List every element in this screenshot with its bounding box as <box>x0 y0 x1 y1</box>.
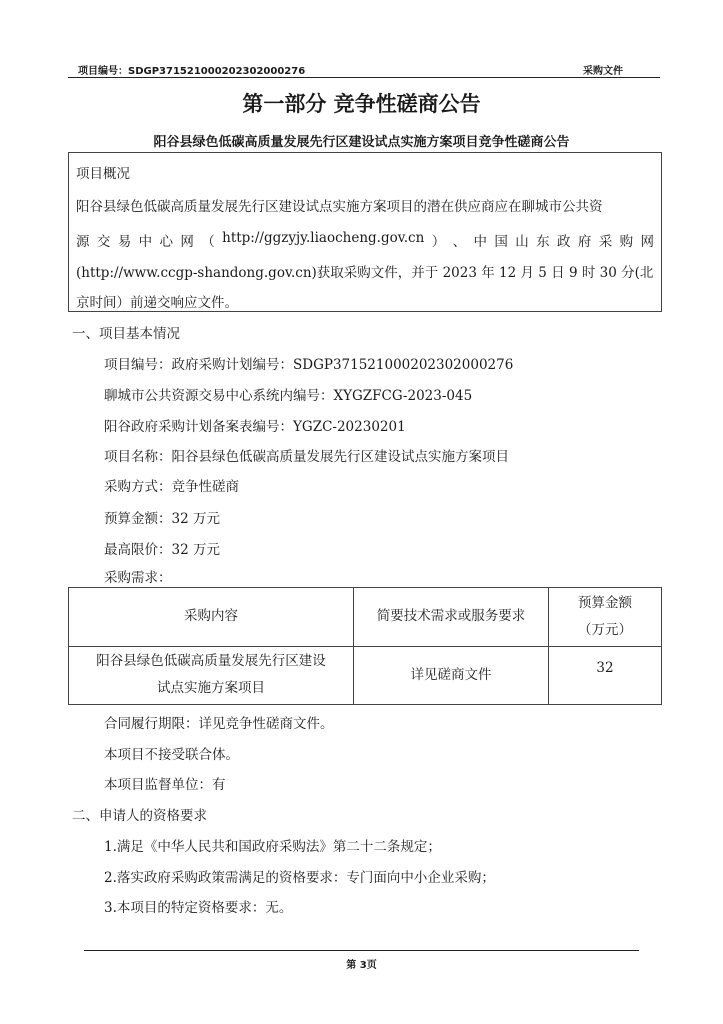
table-header-cell <box>549 588 662 647</box>
overview-char: ） <box>431 234 446 250</box>
page-title: 第一部分 竞争性磋商公告 <box>242 91 481 116</box>
overview-char: 网 <box>640 234 654 250</box>
overview-char: 采 <box>598 234 613 250</box>
overview-char: 易 <box>117 234 132 250</box>
section-1-item: 阳谷政府采购计划备案表编号：YGZC-20230201 <box>104 419 406 435</box>
overview-line-1: 阳谷县绿色低碳高质量发展先行区建设试点实施方案项目的潜在供应商应在聊城市公共资 <box>76 199 603 215</box>
table-header-cell: 简要技术需求或服务要求 <box>354 588 549 647</box>
section-1-item: 预算金额：32 万元 <box>104 511 220 527</box>
overview-char: 购 <box>619 234 634 250</box>
consortium-note: 本项目不接受联合体。 <box>104 747 239 763</box>
overview-char: 交 <box>96 234 111 250</box>
supervision-note: 本项目监督单位：有 <box>104 777 226 793</box>
overview-char: 、 <box>452 234 467 250</box>
table-cell: 32 <box>549 646 662 705</box>
overview-url-ggzyjy: http://ggzyjy.liaocheng.gov.cn <box>222 230 425 246</box>
contract-period: 合同履行期限：详见竞争性磋商文件。 <box>104 716 334 732</box>
table-header-cell: 采购内容 <box>69 588 354 647</box>
section-1-item: 最高限价：32 万元 <box>104 542 220 558</box>
section-2-item: 3.本项目的特定资格要求：无。 <box>104 900 293 916</box>
section-2-item: 1.满足《中华人民共和国政府采购法》第二十二条规定； <box>104 839 441 855</box>
page-number: 第 3页 <box>346 960 377 971</box>
overview-char: 中 <box>138 234 153 250</box>
overview-char: 源 <box>76 234 90 250</box>
header-rule <box>68 77 660 78</box>
table-row <box>69 646 662 705</box>
section-1-item: 项目编号：政府采购计划编号：SDGP371521000202302000276 <box>104 357 514 373</box>
table-cell-line: 试点实施方案项目 <box>157 680 265 697</box>
table-cell-line: 阳谷县绿色低碳高质量发展先行区建设 <box>96 653 326 670</box>
overview-line-3: (http://www.ccgp-shandong.gov.cn)获取采购文件，并于 2023 年 12 月 5 日 9 时 30 分(北 <box>76 265 654 281</box>
section-1-item: 采购方式：竞争性磋商 <box>104 479 239 495</box>
section-1-heading: 一、项目基本情况 <box>72 326 180 342</box>
overview-char: 国 <box>494 234 508 250</box>
header-project-number: 项目编号：SDGP371521000202302000276 <box>78 66 306 77</box>
overview-char: 政 <box>556 234 571 250</box>
overview-char: 网 <box>180 234 194 250</box>
overview-char: 山 <box>515 234 529 250</box>
section-1-item: 采购需求： <box>104 570 172 586</box>
overview-char: 东 <box>536 234 550 250</box>
overview-heading: 项目概况 <box>76 166 130 182</box>
table-cell: 详见磋商文件 <box>354 646 549 705</box>
header-document-type: 采购文件 <box>583 66 623 77</box>
section-1-item: 聊城市公共资源交易中心系统内编号：XYGZFCG-2023-045 <box>104 388 473 404</box>
project-overview-box <box>68 152 662 312</box>
section-2-heading: 二、申请人的资格要求 <box>72 808 207 824</box>
announcement-title: 阳谷县绿色低碳高质量发展先行区建设试点实施方案项目竞争性磋商公告 <box>153 135 570 150</box>
table-header-unit: （万元） <box>578 621 632 638</box>
procurement-requirements-table <box>68 587 662 705</box>
overview-line-4: 京时间）前递交响应文件。 <box>76 295 238 311</box>
section-1-item: 项目名称：阳谷县绿色低碳高质量发展先行区建设试点实施方案项目 <box>104 449 509 465</box>
overview-char: 府 <box>577 234 592 250</box>
section-2-item: 2.落实政府采购政策需满足的资格要求：专门面向中小企业采购； <box>104 870 495 886</box>
table-header-row <box>69 588 662 647</box>
overview-line-2 <box>76 230 654 250</box>
overview-char: 中 <box>473 234 487 250</box>
table-header-budget: 预算金额 <box>578 594 632 611</box>
table-cell <box>69 646 354 705</box>
overview-char: 心 <box>159 234 173 250</box>
overview-char: （ <box>201 234 215 250</box>
footer-rule <box>84 950 639 951</box>
